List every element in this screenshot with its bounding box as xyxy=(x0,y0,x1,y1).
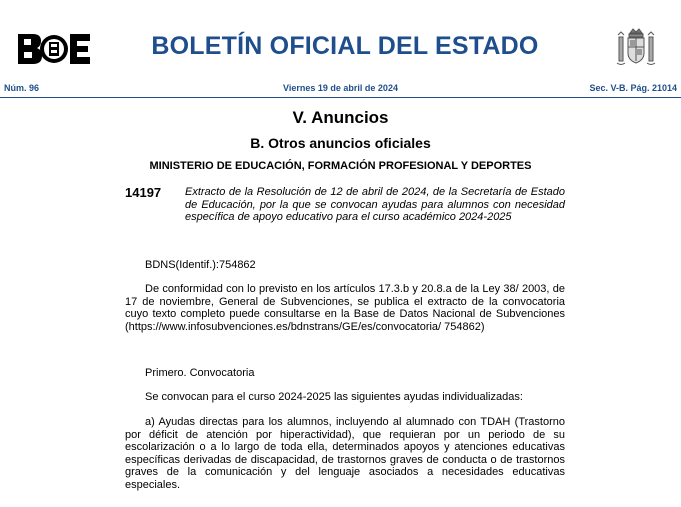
boe-logo xyxy=(16,33,92,65)
intro-paragraph: De conformidad con lo previsto en los artículos 17.3.b y 20.8.a de la Ley 38/ 2003, de 17 de noviembre, General de Subvenciones, se publica el extracto de la convocatoria cuyo texto completo puede consultarse en la Base de Datos Nacional de Subvenciones (https://www.infosubvenciones.es/bdnstrans/GE/es/convocatoria/ 754862) xyxy=(125,283,565,333)
announcement-extract: Extracto de la Resolución de 12 de abril de 2024, de la Secretaría de Estado de Educación, por la que se convocan ayudas para alumnos con necesidad específica de apoyo educativo para el curso académico 2024-2025 xyxy=(185,186,565,223)
convoca-paragraph: Se convocan para el curso 2024-2025 las siguientes ayudas individualizadas: xyxy=(145,391,523,403)
first-heading: Primero. Convocatoria xyxy=(145,367,255,379)
section-subtitle: B. Otros anuncios oficiales xyxy=(250,135,431,151)
item-a-paragraph: a) Ayudas directas para los alumnos, incluyendo al alumnado con TDAH (Trastorno por déficit de atención por hiperactividad), que requieran por un periodo de su escolarización o a lo largo de toda ella, determinados apoyos y atenciones educativas específicas derivadas de discapacidad, de trastornos graves de conducta o de trastornos graves de la comunicación y del lenguaje asociados a necesidades educativas especiales. xyxy=(125,416,565,491)
section-title: V. Anuncios xyxy=(292,108,389,127)
header-rule xyxy=(0,97,681,98)
coat-of-arms-icon xyxy=(616,27,656,69)
masthead-title: BOLETÍN OFICIAL DEL ESTADO xyxy=(151,32,539,60)
ministry-heading: MINISTERIO DE EDUCACIÓN, FORMACIÓN PROFESIONAL Y DEPORTES xyxy=(149,160,532,172)
issue-date: Viernes 19 de abril de 2024 xyxy=(283,83,398,93)
announcement-number: 14197 xyxy=(125,185,162,200)
bdns-id: BDNS(Identif.):754862 xyxy=(145,259,256,271)
section-page: Sec. V-B. Pág. 21014 xyxy=(589,83,677,93)
header-info-line xyxy=(0,81,681,97)
issue-number: Núm. 96 xyxy=(4,83,40,93)
